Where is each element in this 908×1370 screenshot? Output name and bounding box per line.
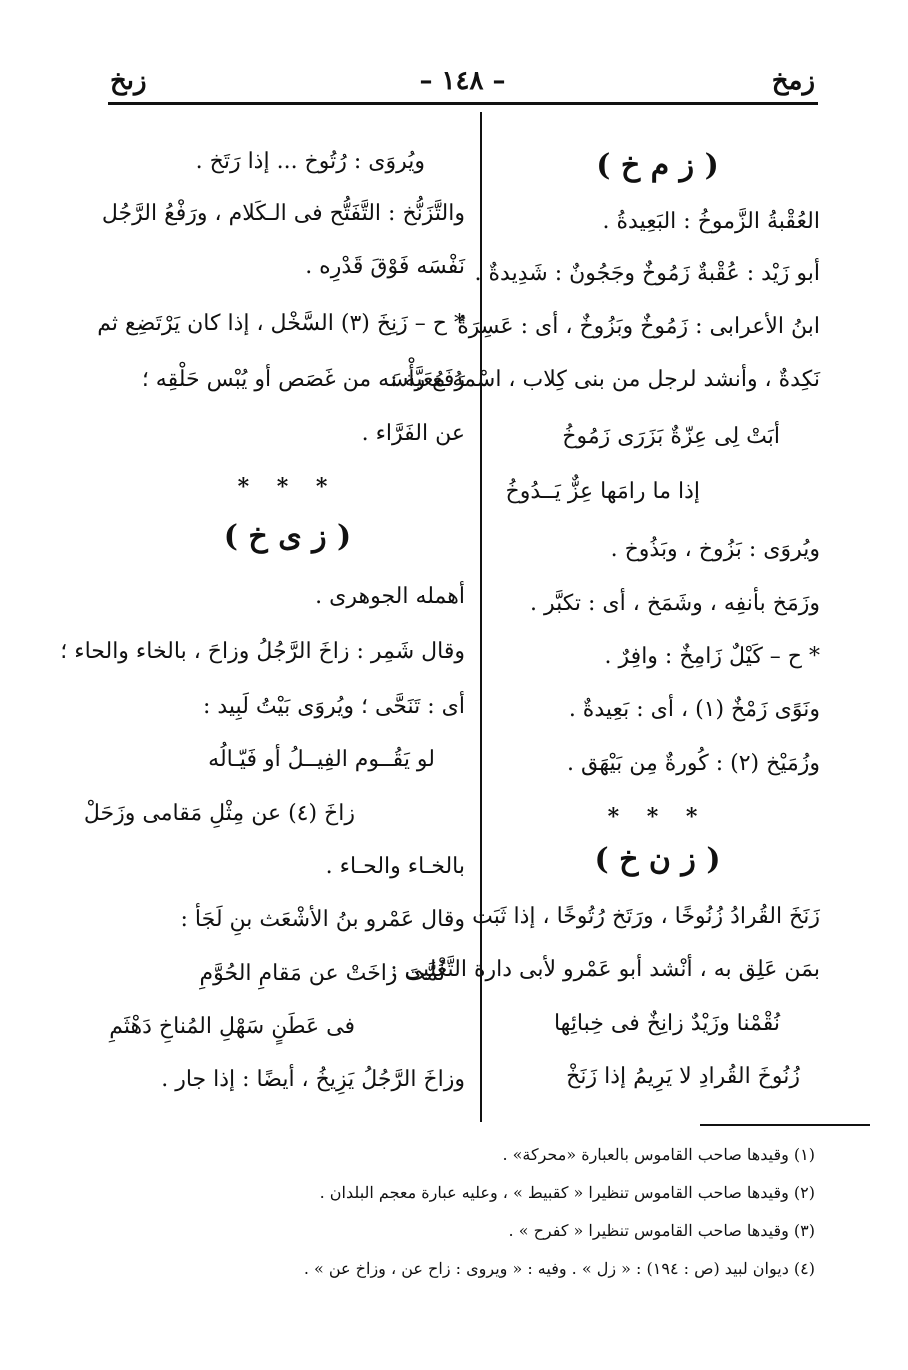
text-line: ونَوًى زَمْخٌ (١) ، أى : بَعِيدةٌ . bbox=[568, 697, 820, 722]
text-line: ابنُ الأعرابى : زَمُوخٌ وبَزُوخٌ ، أى : عَسِرَةٌ bbox=[457, 314, 820, 339]
page-number: – ١٤٨ – bbox=[419, 66, 506, 96]
verse-line: زُنُوخَ القُرادِ لا يَرِيمُ إذا زَنَخْ bbox=[566, 1064, 800, 1089]
verse-line: أبَتْ لِى عِزّةٌ بَزَرَى زَمُوخُ bbox=[562, 424, 780, 449]
text-line: * ح – زَنِخَ (٣) السَّخْل ، إذا كان يَرْتَضِع ثم bbox=[97, 311, 465, 336]
footnote-3: (٣) وقيدها صاحب القاموس تنظيرا « كفرح » . bbox=[508, 1221, 815, 1240]
entry-heading-zykh: ( ز ى خ ) bbox=[223, 519, 352, 554]
verse-line: زاخَ (٤) عن مِثْلِ مَقامى وزَحَلْ bbox=[83, 801, 355, 826]
text-line: نَكِدةٌ ، وأنشد لرجل من بنى كِلاب ، اسْمهُ مُعَيَّة : bbox=[390, 367, 820, 392]
verse-line: فى عَطَنٍ سَهْلِ المُناخِ دَهْثَمِ bbox=[109, 1014, 355, 1039]
entry-heading-zmkh: ( ز م خ ) bbox=[596, 148, 719, 183]
text-line: أهمله الجوهرى . bbox=[315, 584, 465, 609]
text-line: بمَن عَلِق به ، أنْشد أبو عَمْرو لأبى دارة التَّغْلبى : bbox=[390, 957, 820, 982]
verse-line: لو يَقُــوم الفِيــلُ أو فَيّـالُه bbox=[208, 747, 435, 772]
section-separator: * * * bbox=[607, 804, 708, 830]
verse-line: ثُمَّتَ زاخَتْ عن مَقامِ الحُوَّمِ bbox=[199, 961, 445, 986]
verse-line: نُقْمْنا وزَيْدٌ زانِخٌ فى خِبائِها bbox=[553, 1011, 780, 1036]
header-root-right: زمخ bbox=[771, 66, 815, 96]
text-line: وقال شَمِر : زاخَ الرَّجُلُ وزاحَ ، بالخاء والحاء ؛ bbox=[60, 639, 465, 664]
text-line: العُقْبةُ الزَّموخُ : البَعِيدةُ . bbox=[602, 209, 820, 234]
text-line: * ح – كَيْلٌ زَامِخٌ : وافِرٌ . bbox=[604, 644, 820, 669]
text-line: وزُمَيْخ (٢) : كُورةٌ مِن بَيْهَق . bbox=[566, 751, 820, 776]
text-line: بالخـاء والحـاء . bbox=[325, 854, 465, 879]
footnote-1: (١) وقيدها صاحب القاموس بالعبارة «محركة» . bbox=[502, 1145, 815, 1164]
footnote-4: (٤) ديوان لبيد (ص : ١٩٤) : « زل » . وفيه : « ويروى : زاح عن ، وزاخ عن » . bbox=[303, 1259, 815, 1278]
header-root-left: زىخ bbox=[110, 66, 147, 96]
footnote-rule bbox=[700, 1124, 870, 1126]
text-line: زَنَخَ القُرادُ زُنُوخًا ، ورَتَخ رُتُوخًا ، إذا ثَبَت bbox=[472, 904, 820, 929]
text-line: وزاخَ الرَّجُلُ يَزِيخُ ، أيضًا : إذا جار . bbox=[161, 1067, 465, 1092]
text-line: وزَمَخ بأنفِه ، وشَمَخ ، أى : تكبَّر . bbox=[529, 591, 820, 616]
entry-heading-znkh: ( ز ن خ ) bbox=[594, 842, 721, 877]
text-line: ويُروَى : بَزُوخ ، وبَذُوخ . bbox=[610, 537, 820, 562]
text-line: أى : تَنَحَّى ؛ ويُروَى بَيْتُ لَبِيد : bbox=[202, 694, 465, 719]
page-header bbox=[110, 62, 815, 102]
text-line: والتَّزَنُّخ : التَّفَتُّح فى الـكَلام ، ورَفْعُ الرَّجُل bbox=[101, 201, 465, 226]
text-line: عن الفَرَّاء . bbox=[361, 421, 465, 446]
footnote-2: (٢) وقيدها صاحب القاموس تنظيرا « كقبيط » ، وعليه عبارة معجم البلدان . bbox=[319, 1183, 815, 1202]
verse-line: إذا ما رامَها عِزٌّ يَــدُوخُ bbox=[505, 479, 700, 504]
text-line: ويُروَى : رُتُوخ ... إذا رَتَخ . bbox=[195, 149, 425, 174]
text-line: نَفْسَه فَوْقَ قَدْرِه . bbox=[305, 254, 465, 279]
header-rule bbox=[108, 102, 818, 105]
text-line: وقال عَمْرو بنُ الأشْعَث بنِ لَجَأ : bbox=[180, 907, 465, 932]
text-line: رَفَع رأْسَه من غَصَص أو يُبْس حَلْقِه ؛ bbox=[141, 367, 465, 392]
text-line: أبو زَيْد : عُقْبةٌ زَمُوخٌ وجَجُونٌ : شَدِيدةٌ . bbox=[474, 261, 820, 286]
section-separator: * * * bbox=[237, 474, 338, 500]
